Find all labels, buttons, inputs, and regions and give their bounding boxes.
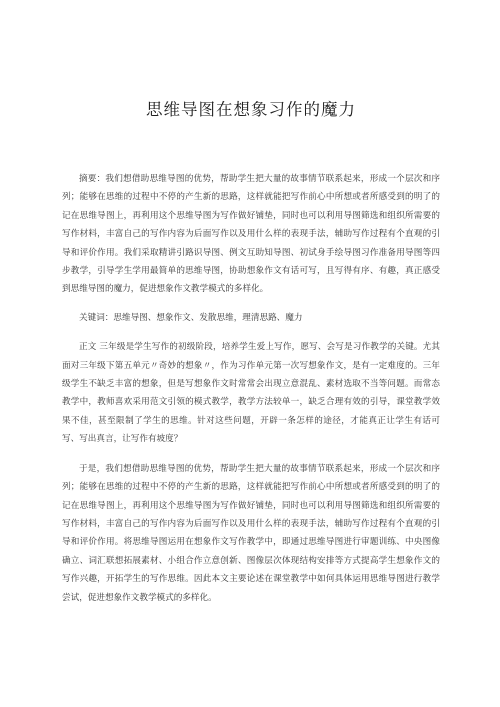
body-paragraph: 于是，我们想借助思维导图的优势，帮助学生把大量的故事情节联系起来，形成一个层次和序列；能够在思维的过程中不停的产生新的思路，这样就能把写作前心中所想或者所感受到的明了的记在思维导图上，再利用这个思维导图为写作做好铺垫，同时也可以利用导图筛选和组织所需要的写作材料，丰富自己的写作内容为后面写作以及用什么样的表现手法，辅助写作过程有个直观的引导和评价作用。将思维导图运用在想象作文写作教学中，即通过思维导图进行审题训练、中央图像确立、词汇联想拓展素材、小组合作立意创新、图像层次体现结构安排等方式提高学生想象作文的写作兴趣，开拓学生的写作思维。因此本文主要论述在课堂教学中如何具体运用思维导图进行教学尝试，促进想象作文教学模式的多样化。 (62, 463, 440, 603)
document-title: 思维导图在想象习作的魔力 (146, 100, 356, 119)
body-paragraph: 正文 三年级是学生写作的初级阶段，培养学生爱上写作，愿写、会写是习作教学的关键。尤其面对三年级下第五单元〃奇妙的想象〃，作为习作单元第一次写想象作文，是有一定难度的。三年级学生不缺乏丰富的想象，但是写想象作文时常常会出现立意混乱、素材选取不当等问题。而常态教学中，教师喜欢采用范文引领的模式教学，教学方法较单一，缺乏合理有效的引导，课堂教学效果不佳，甚至限制了学生的思维。针对这些问题，开辟一条怎样的途径，才能真正让学生有话可写、写出真言，让写作有坡度？ (62, 342, 440, 445)
keywords-paragraph: 关键词：思维导图、想象作文、发散思维，理清思路、魔力 (79, 312, 303, 323)
abstract-paragraph: 摘要：我们想借助思维导图的优势，帮助学生把大量的故事情节联系起来，形成一个层次和序列；能够在思维的过程中不停的产生新的思路，这样就能把写作前心中所想或者所感受到的明了的记在思维导图上，再利用这个思维导图为写作做好铺垫，同时也可以利用导图筛选和组织所需要的写作材料，丰富自己的写作内容为后面写作以及用什么样的表现手法，辅助写作过程有个直观的引导和评价作用。我们采取精讲引路识导图、例文互助知导图、初试身手绘导图习作准备用导图等四步教学，引导学生学用最简单的思维导图，协助想象作文有话可写，且写得有序、有趣，真正感受到思维导图的魔力，促进想象作文教学模式的多样化。 (62, 174, 440, 295)
